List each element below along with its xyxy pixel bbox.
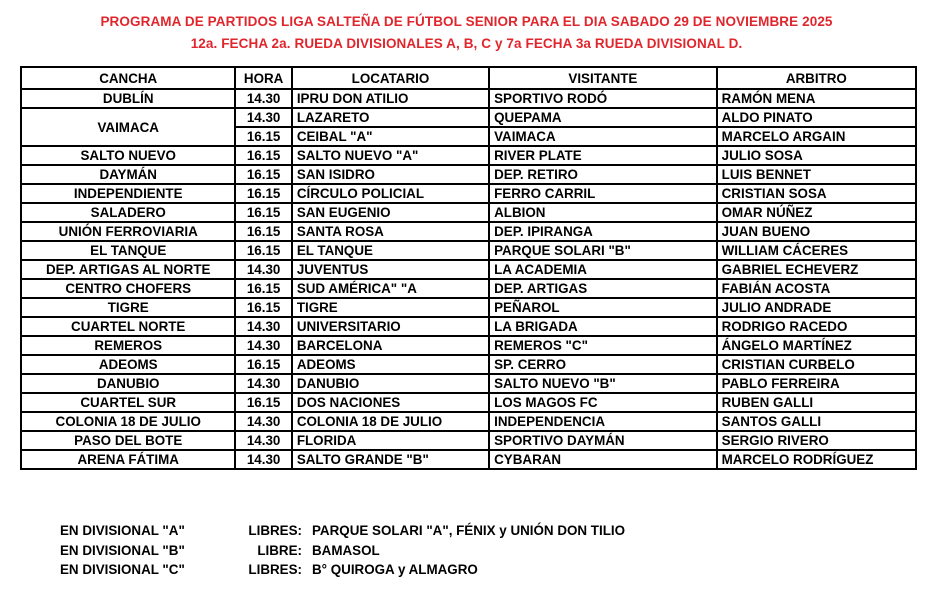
cell-locatario: ADEOMS <box>292 355 489 374</box>
table-row <box>21 431 916 450</box>
table-row <box>21 317 916 336</box>
libres-teams: PARQUE SOLARI "A", FÉNIX y UNIÓN DON TILIO <box>312 523 626 538</box>
cell-locatario: SALTO GRANDE "B" <box>292 450 489 469</box>
table-row <box>21 336 916 355</box>
cell-arbitro: ALDO PINATO <box>717 108 916 127</box>
cell-locatario: EL TANQUE <box>292 241 489 260</box>
cell-cancha: VAIMACA <box>21 108 235 146</box>
cell-hora: 16.15 <box>235 184 291 203</box>
cell-visitante: RIVER PLATE <box>489 146 717 165</box>
cell-locatario: SALTO NUEVO "A" <box>292 146 489 165</box>
cell-locatario: LAZARETO <box>292 108 489 127</box>
cell-arbitro: SANTOS GALLI <box>717 412 916 431</box>
libres-row <box>60 560 625 580</box>
cell-visitante: CYBARAN <box>489 450 717 469</box>
cell-visitante: VAIMACA <box>489 127 717 146</box>
table-row <box>21 222 916 241</box>
cell-locatario: CEIBAL "A" <box>292 127 489 146</box>
cell-cancha: REMEROS <box>21 336 235 355</box>
cell-cancha: INDEPENDIENTE <box>21 184 235 203</box>
cell-visitante: PEÑAROL <box>489 298 717 317</box>
column-header-hora: HORA <box>235 67 291 89</box>
cell-hora: 14.30 <box>235 108 291 127</box>
cell-locatario: DOS NACIONES <box>292 393 489 412</box>
cell-cancha: DUBLÍN <box>21 89 235 108</box>
cell-cancha: UNIÓN FERROVIARIA <box>21 222 235 241</box>
libres-divisional: EN DIVISIONAL "C" <box>60 562 185 577</box>
cell-visitante: REMEROS "C" <box>489 336 717 355</box>
cell-visitante: LOS MAGOS FC <box>489 393 717 412</box>
table-row <box>21 260 916 279</box>
cell-locatario: SUD AMÉRICA" "A <box>292 279 489 298</box>
cell-hora: 16.15 <box>235 355 291 374</box>
libres-row <box>60 521 625 541</box>
cell-arbitro: MARCELO ARGAIN <box>717 127 916 146</box>
cell-hora: 16.15 <box>235 127 291 146</box>
cell-visitante: LA ACADEMIA <box>489 260 717 279</box>
cell-hora: 16.15 <box>235 298 291 317</box>
cell-locatario: BARCELONA <box>292 336 489 355</box>
column-header-visitante: VISITANTE <box>489 67 717 89</box>
cell-visitante: FERRO CARRIL <box>489 184 717 203</box>
table-row <box>21 241 916 260</box>
cell-locatario: UNIVERSITARIO <box>292 317 489 336</box>
cell-hora: 16.15 <box>235 146 291 165</box>
table-row <box>21 374 916 393</box>
cell-arbitro: RUBEN GALLI <box>717 393 916 412</box>
cell-arbitro: WILLIAM CÁCERES <box>717 241 916 260</box>
cell-cancha: CUARTEL NORTE <box>21 317 235 336</box>
cell-hora: 16.15 <box>235 393 291 412</box>
page-title: PROGRAMA DE PARTIDOS LIGA SALTEÑA DE FÚTBOL SENIOR PARA EL DIA SABADO 29 DE NOVIEMBRE 2025 <box>100 14 833 29</box>
schedule-table <box>20 66 917 470</box>
table-row <box>21 203 916 222</box>
cell-locatario: SANTA ROSA <box>292 222 489 241</box>
libres-divisional: EN DIVISIONAL "B" <box>60 542 185 558</box>
cell-arbitro: MARCELO RODRÍGUEZ <box>717 450 916 469</box>
cell-visitante: LA BRIGADA <box>489 317 717 336</box>
cell-locatario: CÍRCULO POLICIAL <box>292 184 489 203</box>
page-subtitle: 12a. FECHA 2a. RUEDA DIVISIONALES A, B, C y 7a FECHA 3a RUEDA DIVISIONAL D. <box>190 36 743 51</box>
cell-visitante: SPORTIVO RODÓ <box>489 89 717 108</box>
cell-hora: 16.15 <box>235 279 291 298</box>
table-row <box>21 279 916 298</box>
cell-arbitro: JULIO ANDRADE <box>717 298 916 317</box>
cell-hora: 14.30 <box>235 317 291 336</box>
cell-cancha: COLONIA 18 DE JULIO <box>21 412 235 431</box>
cell-cancha: CENTRO CHOFERS <box>21 279 235 298</box>
cell-visitante: SP. CERRO <box>489 355 717 374</box>
table-row <box>21 393 916 412</box>
libres-label: LIBRE: <box>257 542 302 558</box>
libres-row <box>60 541 625 561</box>
column-header-cancha: CANCHA <box>21 67 235 89</box>
cell-visitante: SALTO NUEVO "B" <box>489 374 717 393</box>
cell-cancha: TIGRE <box>21 298 235 317</box>
table-row <box>21 165 916 184</box>
table-row <box>21 355 916 374</box>
cell-visitante: PARQUE SOLARI "B" <box>489 241 717 260</box>
table-row <box>21 298 916 317</box>
cell-visitante: DEP. IPIRANGA <box>489 222 717 241</box>
table-row <box>21 108 916 127</box>
cell-visitante: DEP. RETIRO <box>489 165 717 184</box>
cell-arbitro: CRISTIAN CURBELO <box>717 355 916 374</box>
cell-cancha: EL TANQUE <box>21 241 235 260</box>
cell-visitante: ALBION <box>489 203 717 222</box>
column-header-locatario: LOCATARIO <box>292 67 489 89</box>
cell-locatario: SAN EUGENIO <box>292 203 489 222</box>
cell-locatario: TIGRE <box>292 298 489 317</box>
libres-label: LIBRES: <box>248 562 302 577</box>
cell-arbitro: PABLO FERREIRA <box>717 374 916 393</box>
cell-visitante: SPORTIVO DAYMÁN <box>489 431 717 450</box>
cell-hora: 14.30 <box>235 374 291 393</box>
table-row <box>21 89 916 108</box>
cell-locatario: SAN ISIDRO <box>292 165 489 184</box>
cell-visitante: DEP. ARTIGAS <box>489 279 717 298</box>
table-row <box>21 412 916 431</box>
cell-hora: 14.30 <box>235 450 291 469</box>
cell-arbitro: LUIS BENNET <box>717 165 916 184</box>
cell-locatario: FLORIDA <box>292 431 489 450</box>
table-row <box>21 146 916 165</box>
table-row <box>21 450 916 469</box>
libres-teams: BAMASOL <box>312 542 380 558</box>
cell-cancha: SALTO NUEVO <box>21 146 235 165</box>
cell-cancha: ARENA FÁTIMA <box>21 450 235 469</box>
cell-hora: 14.30 <box>235 260 291 279</box>
cell-visitante: QUEPAMA <box>489 108 717 127</box>
cell-arbitro: OMAR NÚÑEZ <box>717 203 916 222</box>
cell-cancha: DAYMÁN <box>21 165 235 184</box>
cell-arbitro: SERGIO RIVERO <box>717 431 916 450</box>
cell-cancha: SALADERO <box>21 203 235 222</box>
cell-cancha: ADEOMS <box>21 355 235 374</box>
cell-locatario: IPRU DON ATILIO <box>292 89 489 108</box>
cell-locatario: DANUBIO <box>292 374 489 393</box>
cell-locatario: COLONIA 18 DE JULIO <box>292 412 489 431</box>
libres-label: LIBRES: <box>248 523 302 538</box>
cell-cancha: DEP. ARTIGAS AL NORTE <box>21 260 235 279</box>
cell-arbitro: FABIÁN ACOSTA <box>717 279 916 298</box>
cell-visitante: INDEPENDENCIA <box>489 412 717 431</box>
cell-hora: 16.15 <box>235 241 291 260</box>
cell-arbitro: ÁNGELO MARTÍNEZ <box>717 336 916 355</box>
cell-hora: 14.30 <box>235 431 291 450</box>
table-header-row <box>21 67 916 89</box>
cell-cancha: CUARTEL SUR <box>21 393 235 412</box>
cell-cancha: PASO DEL BOTE <box>21 431 235 450</box>
table-row <box>21 184 916 203</box>
cell-arbitro: JULIO SOSA <box>717 146 916 165</box>
libres-section <box>60 521 625 580</box>
cell-hora: 14.30 <box>235 336 291 355</box>
cell-hora: 14.30 <box>235 412 291 431</box>
cell-hora: 14.30 <box>235 89 291 108</box>
cell-hora: 16.15 <box>235 203 291 222</box>
cell-hora: 16.15 <box>235 165 291 184</box>
cell-arbitro: RODRIGO RACEDO <box>717 317 916 336</box>
cell-arbitro: GABRIEL ECHEVERZ <box>717 260 916 279</box>
cell-arbitro: RAMÓN MENA <box>717 89 916 108</box>
cell-arbitro: CRISTIAN SOSA <box>717 184 916 203</box>
libres-divisional: EN DIVISIONAL "A" <box>60 523 185 538</box>
column-header-arbitro: ARBITRO <box>717 67 916 89</box>
cell-hora: 16.15 <box>235 222 291 241</box>
cell-cancha: DANUBIO <box>21 374 235 393</box>
cell-arbitro: JUAN BUENO <box>717 222 916 241</box>
cell-locatario: JUVENTUS <box>292 260 489 279</box>
libres-teams: B° QUIROGA y ALMAGRO <box>312 562 478 577</box>
